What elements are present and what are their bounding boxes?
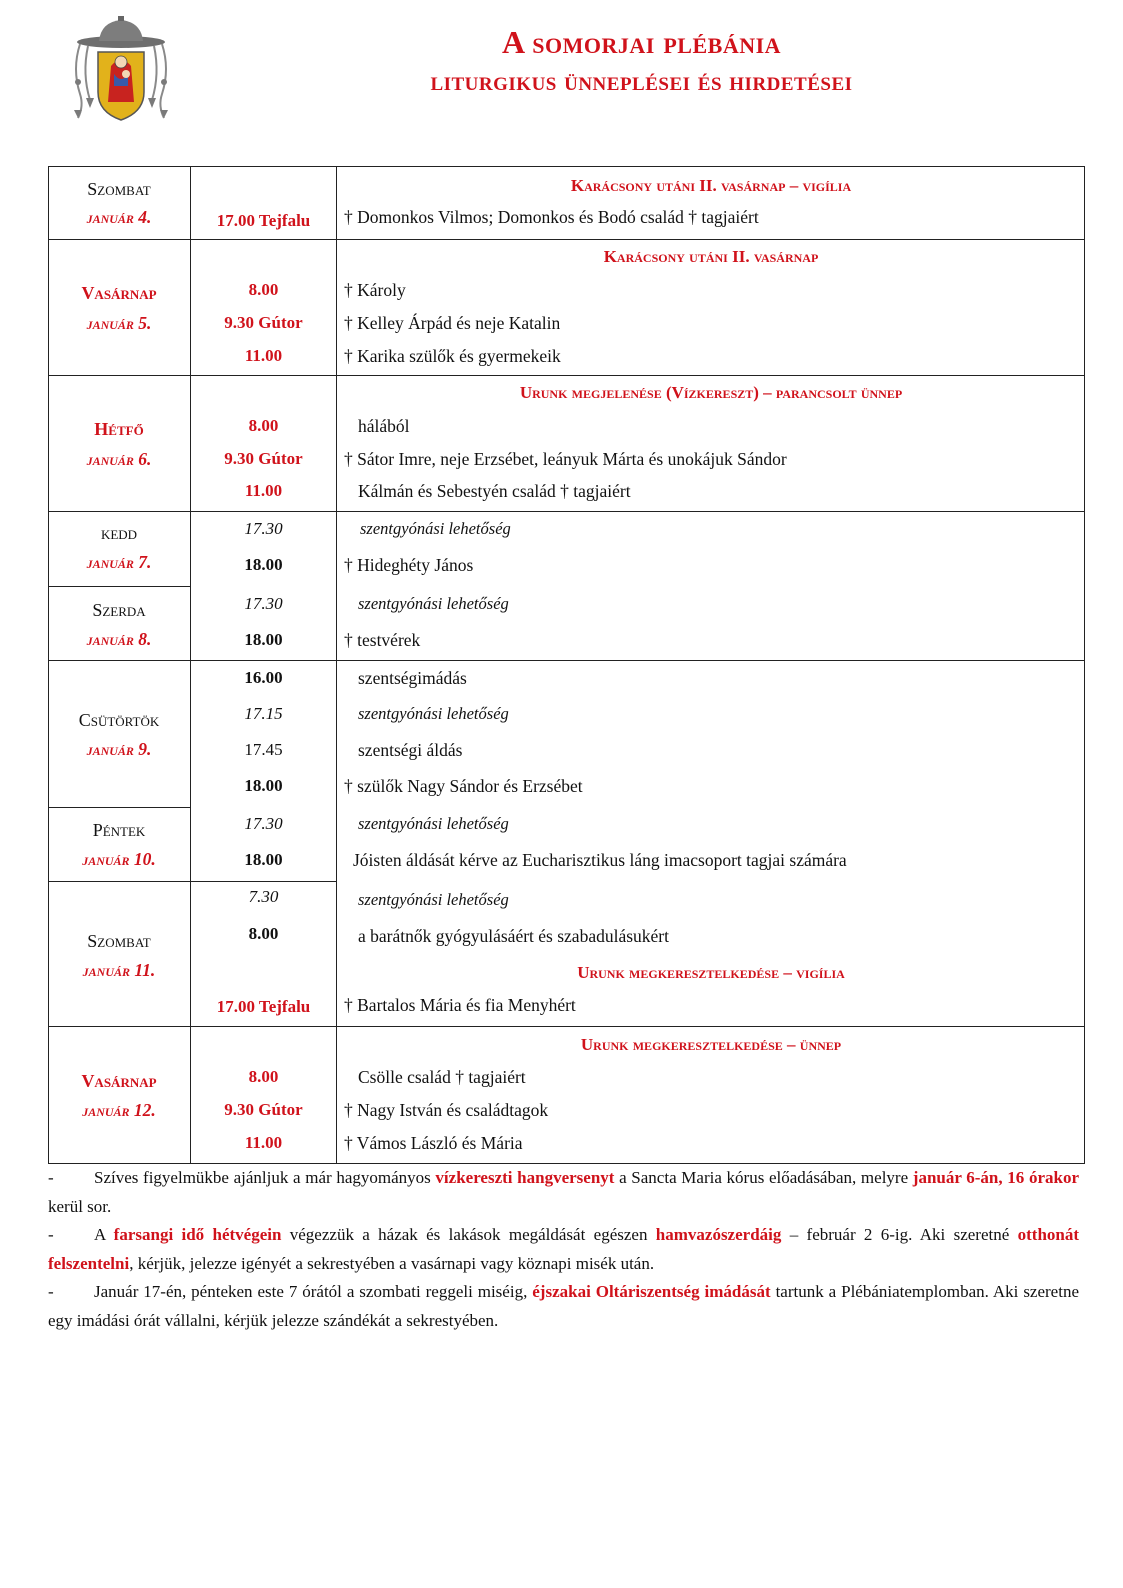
mass-time: 18.00 <box>244 850 283 869</box>
day-name: Szerda <box>92 600 146 620</box>
announcements <box>48 1164 1079 1335</box>
mass-intention: Kálmán és Sebestyén család † tagjaiért <box>358 481 631 501</box>
day-divider <box>48 586 191 587</box>
mass-time: 17.00 Tejfalu <box>216 211 311 230</box>
mass-intention: hálából <box>358 416 410 436</box>
mass-intention: † Kelley Árpád és neje Katalin <box>344 313 561 333</box>
mass-intention: † Károly <box>344 280 406 300</box>
confession-note: szentgyónási lehetőség <box>358 594 509 613</box>
mass-time: 17.00 Tejfalu <box>216 997 311 1016</box>
mass-intention: a barátnők gyógyulásáért és szabadulásukért <box>358 926 669 946</box>
confession-note: szentgyónási lehetőség <box>358 814 509 833</box>
day-name: Szombat <box>87 931 151 951</box>
mass-time: 8.00 <box>248 416 279 435</box>
mass-intention: † Sátor Imre, neje Erzsébet, leányuk Márta és unokájuk Sándor <box>344 449 787 469</box>
table-border <box>48 166 1085 167</box>
day-name: Hétfő <box>94 419 144 439</box>
day-date: január 4. <box>86 207 152 227</box>
schedule-note: szentségi áldás <box>358 740 463 760</box>
note-text: Szíves figyelmükbe ajánljuk a már hagyományos <box>94 1168 436 1187</box>
mass-intention: † Hideghéty János <box>344 555 474 575</box>
confession-note: szentgyónási lehetőség <box>360 519 511 538</box>
day-name: Péntek <box>92 820 146 840</box>
day-date: január 11. <box>82 960 156 980</box>
day-date: január 12. <box>82 1100 156 1120</box>
title-line-1: A somorjai plébánia <box>501 24 782 60</box>
mass-time: 11.00 <box>244 346 283 365</box>
note-text: Január 17-én, pénteken este 7 órától a szombati reggeli miséig, <box>94 1282 533 1301</box>
liturgical-heading: Karácsony utáni II. vasárnap <box>603 247 819 266</box>
day-name: Vasárnap <box>81 283 157 303</box>
day-date: január 10. <box>82 849 156 869</box>
confession-note: szentgyónási lehetőség <box>358 704 509 723</box>
note-text: végezzük a házak és lakások megáldását egészen <box>281 1225 656 1244</box>
day-divider <box>48 807 191 808</box>
note-text: a Sancta Maria kórus előadásában, melyre <box>614 1168 913 1187</box>
announcement-item: - A farsangi idő hétvégein végezzük a házak és lakások megáldását egészen hamvazószerdáig – február 2 6-ig. Aki szeretné otthonát felszentelni, kérjük, jelezze igényét a sekrestyében a vasárnapi vagy köznapi misék után. <box>48 1225 1080 1273</box>
day-date: január 7. <box>86 552 152 572</box>
announcement-item: - Január 17-én, pénteken este 7 órától a szombati reggeli miséig, éjszakai Oltáriszentség imádását tartunk a Plébániatemplomban. Aki szeretne egy imádási órát vállalni, kérjük jelezze szándékát a sekrestyében. <box>48 1282 1079 1330</box>
highlight-text: otthonát felszentelni <box>48 1225 1080 1273</box>
confession-time: 7.30 <box>248 887 279 906</box>
liturgical-heading: Urunk megkeresztelkedése – vigília <box>577 963 845 982</box>
liturgical-heading: Urunk megjelenése (Vízkereszt) – parancsolt ünnep <box>519 383 903 402</box>
mass-intention: † Karika szülők és gyermekeik <box>344 346 561 366</box>
confession-time: 17.15 <box>244 704 283 723</box>
highlight-text: éjszakai Oltáriszentség imádását <box>532 1282 771 1301</box>
title-line-2: liturgikus ünneplései és hirdetései <box>430 66 853 96</box>
mass-time: 8.00 <box>248 1067 279 1086</box>
table-border <box>1084 166 1085 1164</box>
note-text: , kérjük, jelezze igényét a sekrestyében a vasárnapi vagy köznapi misék után. <box>129 1253 655 1273</box>
liturgical-heading: Urunk megkeresztelkedése – ünnep <box>580 1035 842 1054</box>
mass-time: 18.00 <box>244 630 283 649</box>
day-divider <box>48 881 337 882</box>
note-text: kerül sor. <box>48 1196 112 1216</box>
adoration-time: 16.00 <box>244 668 283 687</box>
column-divider <box>336 166 337 1164</box>
row-divider <box>48 239 1085 240</box>
mass-intention: Jóisten áldását kérve az Eucharisztikus láng imacsoport tagjai számára <box>353 850 847 870</box>
confession-time: 17.30 <box>244 814 283 833</box>
mass-intention: † Domonkos Vilmos; Domonkos és Bodó család † tagjaiért <box>344 207 759 227</box>
day-date: január 8. <box>86 629 152 649</box>
mass-intention: † Nagy István és családtagok <box>344 1100 549 1120</box>
confession-time: 17.30 <box>244 519 283 538</box>
parish-coat-of-arms-icon <box>66 14 176 122</box>
day-name: kedd <box>100 523 138 543</box>
mass-time: 8.00 <box>248 280 279 299</box>
mass-schedule-table <box>48 166 1085 1164</box>
day-name: Szombat <box>87 179 151 199</box>
highlight-text: vízkereszti hangversenyt <box>435 1168 615 1187</box>
row-divider <box>48 375 1085 376</box>
highlight-text: hamvazószerdáig <box>655 1225 782 1244</box>
mass-time: 18.00 <box>244 555 283 574</box>
confession-time: 17.30 <box>244 594 283 613</box>
mass-time: 18.00 <box>244 776 283 795</box>
row-divider <box>48 1026 1085 1027</box>
mass-time: 8.00 <box>248 924 279 943</box>
mass-intention: † testvérek <box>344 630 421 650</box>
row-divider <box>48 660 1085 661</box>
mass-time: 9.30 Gútor <box>224 449 303 468</box>
blessing-time: 17.45 <box>244 740 283 759</box>
mass-intention: Csölle család † tagjaiért <box>358 1067 526 1087</box>
day-date: január 5. <box>86 313 152 333</box>
highlight-text: január 6-án, 16 órakor <box>912 1168 1079 1187</box>
day-date: január 9. <box>86 739 152 759</box>
row-divider <box>48 511 1085 512</box>
day-name: Csütörtök <box>78 710 160 730</box>
mass-time: 9.30 Gútor <box>224 313 303 332</box>
highlight-text: farsangi idő hétvégein <box>113 1225 282 1244</box>
mass-time: 11.00 <box>244 1133 283 1152</box>
day-name: Vasárnap <box>81 1071 157 1091</box>
liturgical-heading: Karácsony utáni II. vasárnap – vigília <box>570 176 852 195</box>
mass-time: 9.30 Gútor <box>224 1100 303 1119</box>
schedule-note: szentségimádás <box>358 668 467 688</box>
note-text: – február 2 6-ig. Aki szeretné <box>781 1225 1018 1244</box>
note-text: tartunk a Plébániatemplomban. Aki szeretne egy imádási órát vállalni, kérjük jelezze szándékát a sekrestyében. <box>48 1282 1079 1330</box>
mass-intention: † Vámos László és Mária <box>344 1133 523 1153</box>
day-date: január 6. <box>86 449 152 469</box>
announcement-item: - Szíves figyelmükbe ajánljuk a már hagyományos vízkereszti hangversenyt a Sancta Maria kórus előadásában, melyre január 6-án, 16 órakor kerül sor. <box>48 1168 1079 1216</box>
note-text: A <box>94 1225 114 1244</box>
mass-time: 11.00 <box>244 481 283 500</box>
mass-intention: † szülők Nagy Sándor és Erzsébet <box>344 776 583 796</box>
mass-intention: † Bartalos Mária és fia Menyhért <box>344 995 576 1015</box>
page-title <box>200 22 1083 100</box>
confession-note: szentgyónási lehetőség <box>358 890 509 909</box>
